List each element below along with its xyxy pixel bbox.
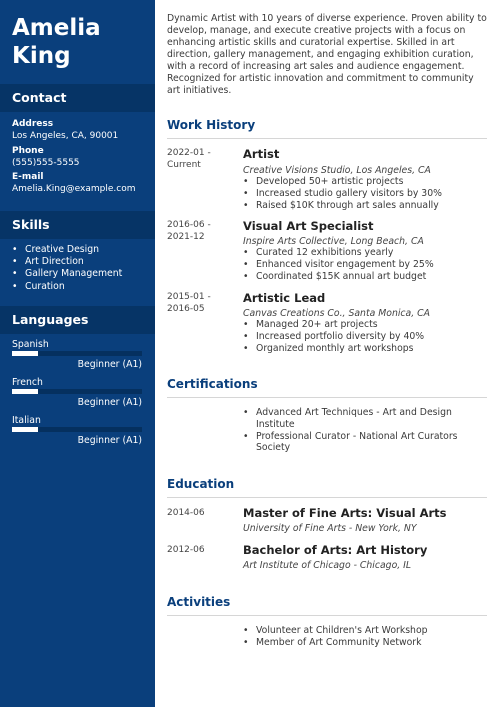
skill-item: • Creative Design xyxy=(12,244,122,256)
language-french xyxy=(12,377,142,408)
language-bar xyxy=(12,351,142,356)
language-bar xyxy=(12,389,142,394)
first-name: Amelia xyxy=(12,15,101,41)
skill-item: • Curation xyxy=(12,281,122,293)
section-divider xyxy=(167,138,487,139)
work-history-heading: Work History xyxy=(167,118,256,132)
activity-item: • Member of Art Community Network xyxy=(243,637,487,649)
work-bullet: • Increased studio gallery visitors by 30% xyxy=(243,188,487,200)
section-divider xyxy=(167,397,487,398)
certifications-heading: Certifications xyxy=(167,377,258,391)
email-value[interactable]: Amelia.King@example.com xyxy=(12,184,136,194)
certifications-list xyxy=(243,407,487,454)
work-title: Artistic Lead xyxy=(243,291,326,305)
address-value: Los Angeles, CA, 90001 xyxy=(12,131,119,141)
candidate-name xyxy=(0,0,155,70)
work-bullets xyxy=(243,176,487,211)
education-degree: Bachelor of Arts: Art History xyxy=(243,543,428,557)
work-date-start: 2015-01 - xyxy=(167,292,211,302)
language-bar-fill xyxy=(12,389,38,394)
work-date xyxy=(167,148,237,171)
work-date-end: Current xyxy=(167,159,201,170)
email-label: E-mail xyxy=(12,172,44,182)
work-bullet: • Raised $10K through art sales annually xyxy=(243,200,487,212)
language-name: French xyxy=(12,377,43,388)
language-bar-fill xyxy=(12,351,38,356)
education-school: Art Institute of Chicago - Chicago, IL xyxy=(243,560,412,571)
activities-list xyxy=(243,625,487,649)
language-italian xyxy=(12,415,142,446)
activity-item: • Volunteer at Children's Art Workshop xyxy=(243,625,487,637)
work-bullet: • Increased portfolio diversity by 40% xyxy=(243,331,487,343)
work-date-start: 2022-01 - xyxy=(167,148,211,158)
education-heading: Education xyxy=(167,477,235,491)
language-name: Spanish xyxy=(12,339,49,350)
activities-heading: Activities xyxy=(167,595,231,609)
address-label: Address xyxy=(12,119,54,129)
language-level: Beginner (A1) xyxy=(77,359,142,370)
sidebar xyxy=(0,0,155,707)
address-block xyxy=(12,118,152,142)
language-spanish xyxy=(12,339,142,370)
education-school: University of Fine Arts - New York, NY xyxy=(243,523,417,534)
work-title: Visual Art Specialist xyxy=(243,219,374,233)
professional-summary: Dynamic Artist with 10 years of diverse experience. Proven ability to develop, manage, and execute creative projects with a focus on enhancing artistic skills and curatorial expertise. Skilled in art direction, gallery management, and engaging exhibition curation, with a record of increasing art sales and audience engagement. Recognized for artistic innovation and commitment to community art initiatives. xyxy=(167,13,487,96)
phone-value: (555)555-5555 xyxy=(12,158,80,168)
work-bullet: • Managed 20+ art projects xyxy=(243,319,487,331)
education-date: 2012-06 xyxy=(167,545,205,555)
skills-heading: Skills xyxy=(0,211,155,239)
contact-heading: Contact xyxy=(0,84,155,112)
education-degree: Master of Fine Arts: Visual Arts xyxy=(243,506,447,520)
work-bullet: • Organized monthly art workshops xyxy=(243,343,487,355)
work-date-end: 2021-12 xyxy=(167,231,205,242)
work-bullet: • Coordinated $15K annual art budget xyxy=(243,271,487,283)
work-bullet: • Developed 50+ artistic projects xyxy=(243,176,487,188)
phone-block xyxy=(12,145,152,169)
skills-list xyxy=(12,244,122,293)
last-name: King xyxy=(12,43,71,69)
work-date-end: 2016-05 xyxy=(167,303,205,314)
language-name: Italian xyxy=(12,415,41,426)
work-company: Canvas Creations Co., Santa Monica, CA xyxy=(243,308,431,319)
certification-item: • Advanced Art Techniques - Art and Design Institute xyxy=(243,407,487,431)
language-bar-fill xyxy=(12,427,38,432)
section-divider xyxy=(167,615,487,616)
work-bullets xyxy=(243,319,487,354)
work-date-start: 2016-06 - xyxy=(167,220,211,230)
education-date: 2014-06 xyxy=(167,508,205,518)
work-company: Inspire Arts Collective, Long Beach, CA xyxy=(243,236,424,247)
language-bar xyxy=(12,427,142,432)
languages-heading: Languages xyxy=(0,306,155,334)
work-bullet: • Enhanced visitor engagement by 25% xyxy=(243,259,487,271)
work-company: Creative Visions Studio, Los Angeles, CA xyxy=(243,165,431,176)
email-block xyxy=(12,171,152,195)
section-divider xyxy=(167,497,487,498)
work-bullets xyxy=(243,247,487,282)
phone-label: Phone xyxy=(12,146,44,156)
skill-item: • Gallery Management xyxy=(12,268,122,280)
work-date xyxy=(167,292,237,315)
work-title: Artist xyxy=(243,147,280,161)
work-date xyxy=(167,220,237,243)
work-bullet: • Curated 12 exhibitions yearly xyxy=(243,247,487,259)
language-level: Beginner (A1) xyxy=(77,435,142,446)
skill-item: • Art Direction xyxy=(12,256,122,268)
certification-item: • Professional Curator - National Art Curators Society xyxy=(243,431,487,455)
language-level: Beginner (A1) xyxy=(77,397,142,408)
